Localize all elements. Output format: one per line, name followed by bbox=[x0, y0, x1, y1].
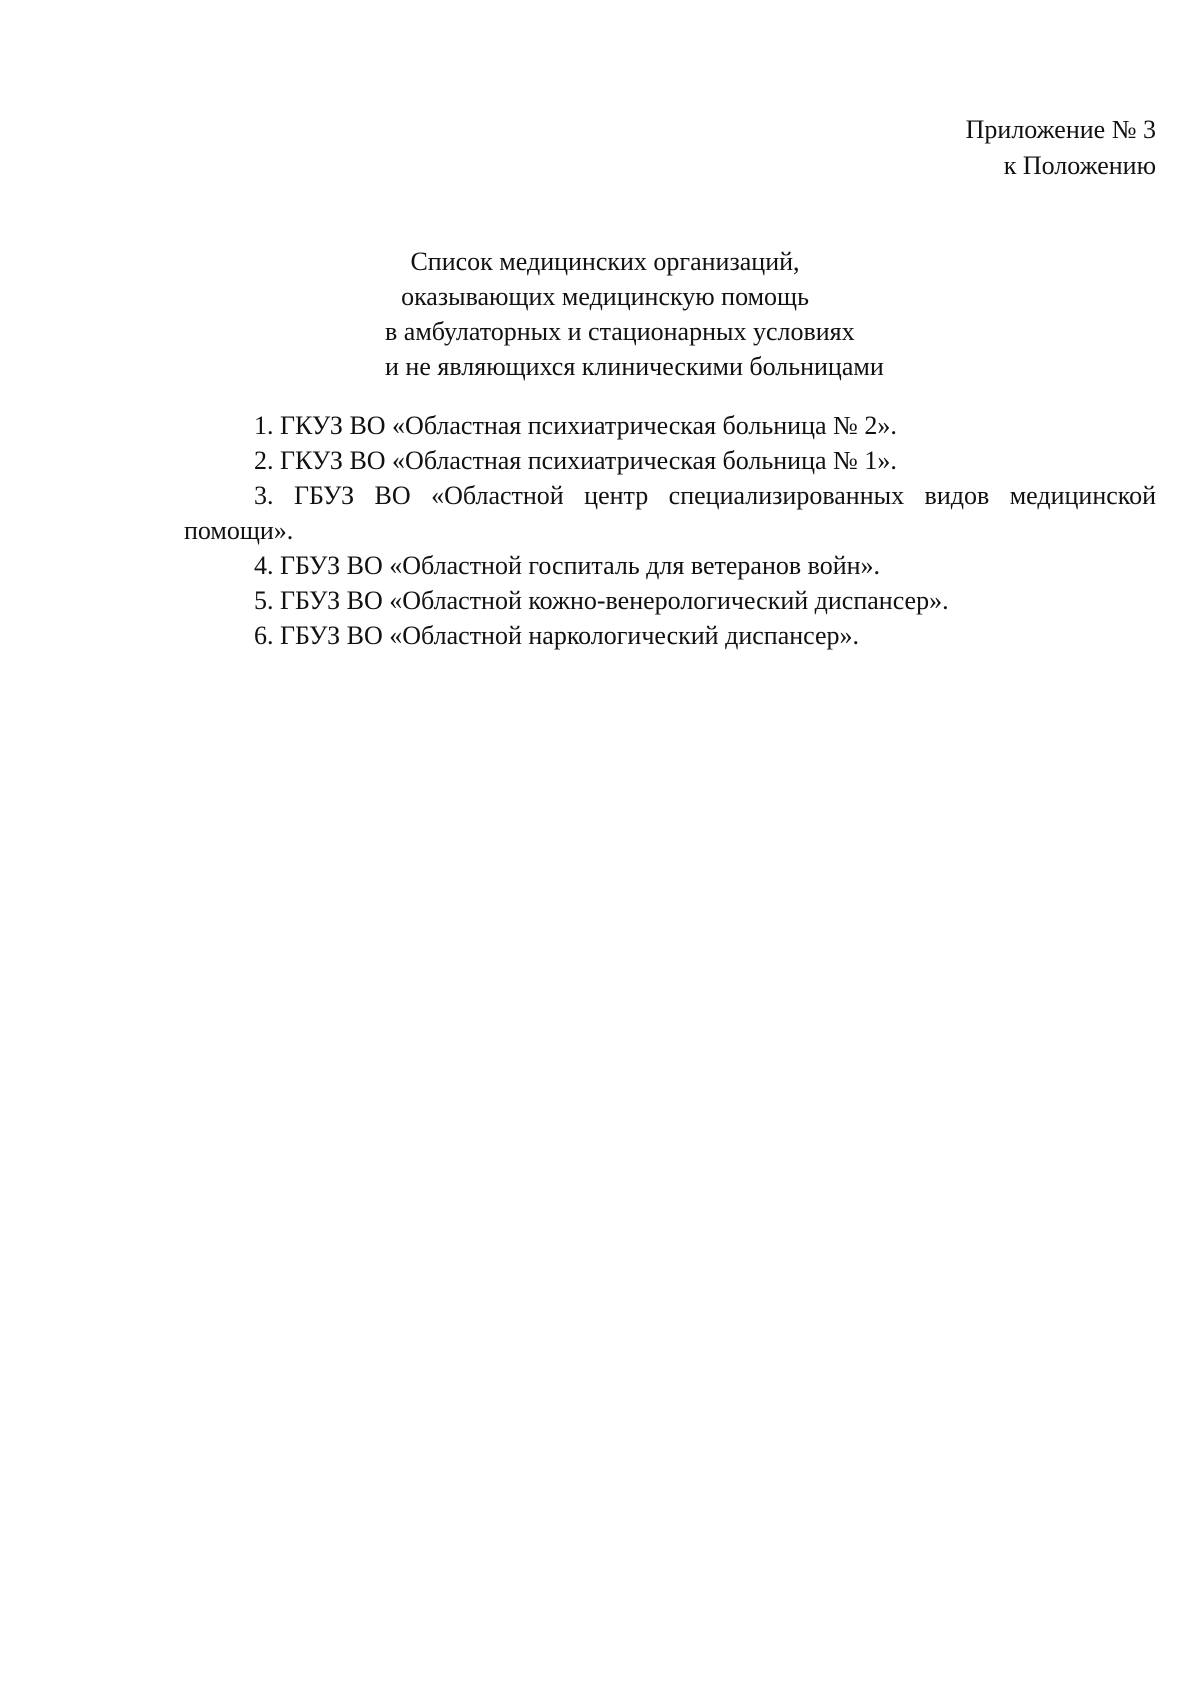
document-title bbox=[385, 244, 884, 384]
list-item: 1. ГКУЗ ВО «Областная психиатрическая больница № 2». bbox=[254, 411, 897, 440]
appendix-reference: к Положению bbox=[1003, 151, 1156, 180]
title-line-3: в амбулаторных и стационарных условиях bbox=[385, 317, 855, 346]
appendix-number: Приложение № 3 bbox=[965, 115, 1156, 144]
list-item: 2. ГКУЗ ВО «Областная психиатрическая больница № 1». bbox=[254, 446, 897, 475]
list-item: 5. ГБУЗ ВО «Областной кожно-венерологический диспансер». bbox=[254, 586, 949, 615]
list-item: 6. ГБУЗ ВО «Областной наркологический диспансер». bbox=[254, 621, 860, 650]
title-line-2: оказывающих медицинскую помощь bbox=[401, 282, 809, 311]
appendix-header bbox=[966, 112, 1156, 184]
list-item: 3. ГБУЗ ВО «Областной центр специализированных видов медицинской помощи». bbox=[184, 481, 1156, 545]
title-line-1: Список медицинских организаций, bbox=[410, 247, 800, 276]
list-item: 4. ГБУЗ ВО «Областной госпиталь для ветеранов войн». bbox=[254, 551, 881, 580]
organization-list bbox=[184, 408, 1156, 653]
title-line-4: и не являющихся клиническими больницами bbox=[385, 352, 884, 381]
